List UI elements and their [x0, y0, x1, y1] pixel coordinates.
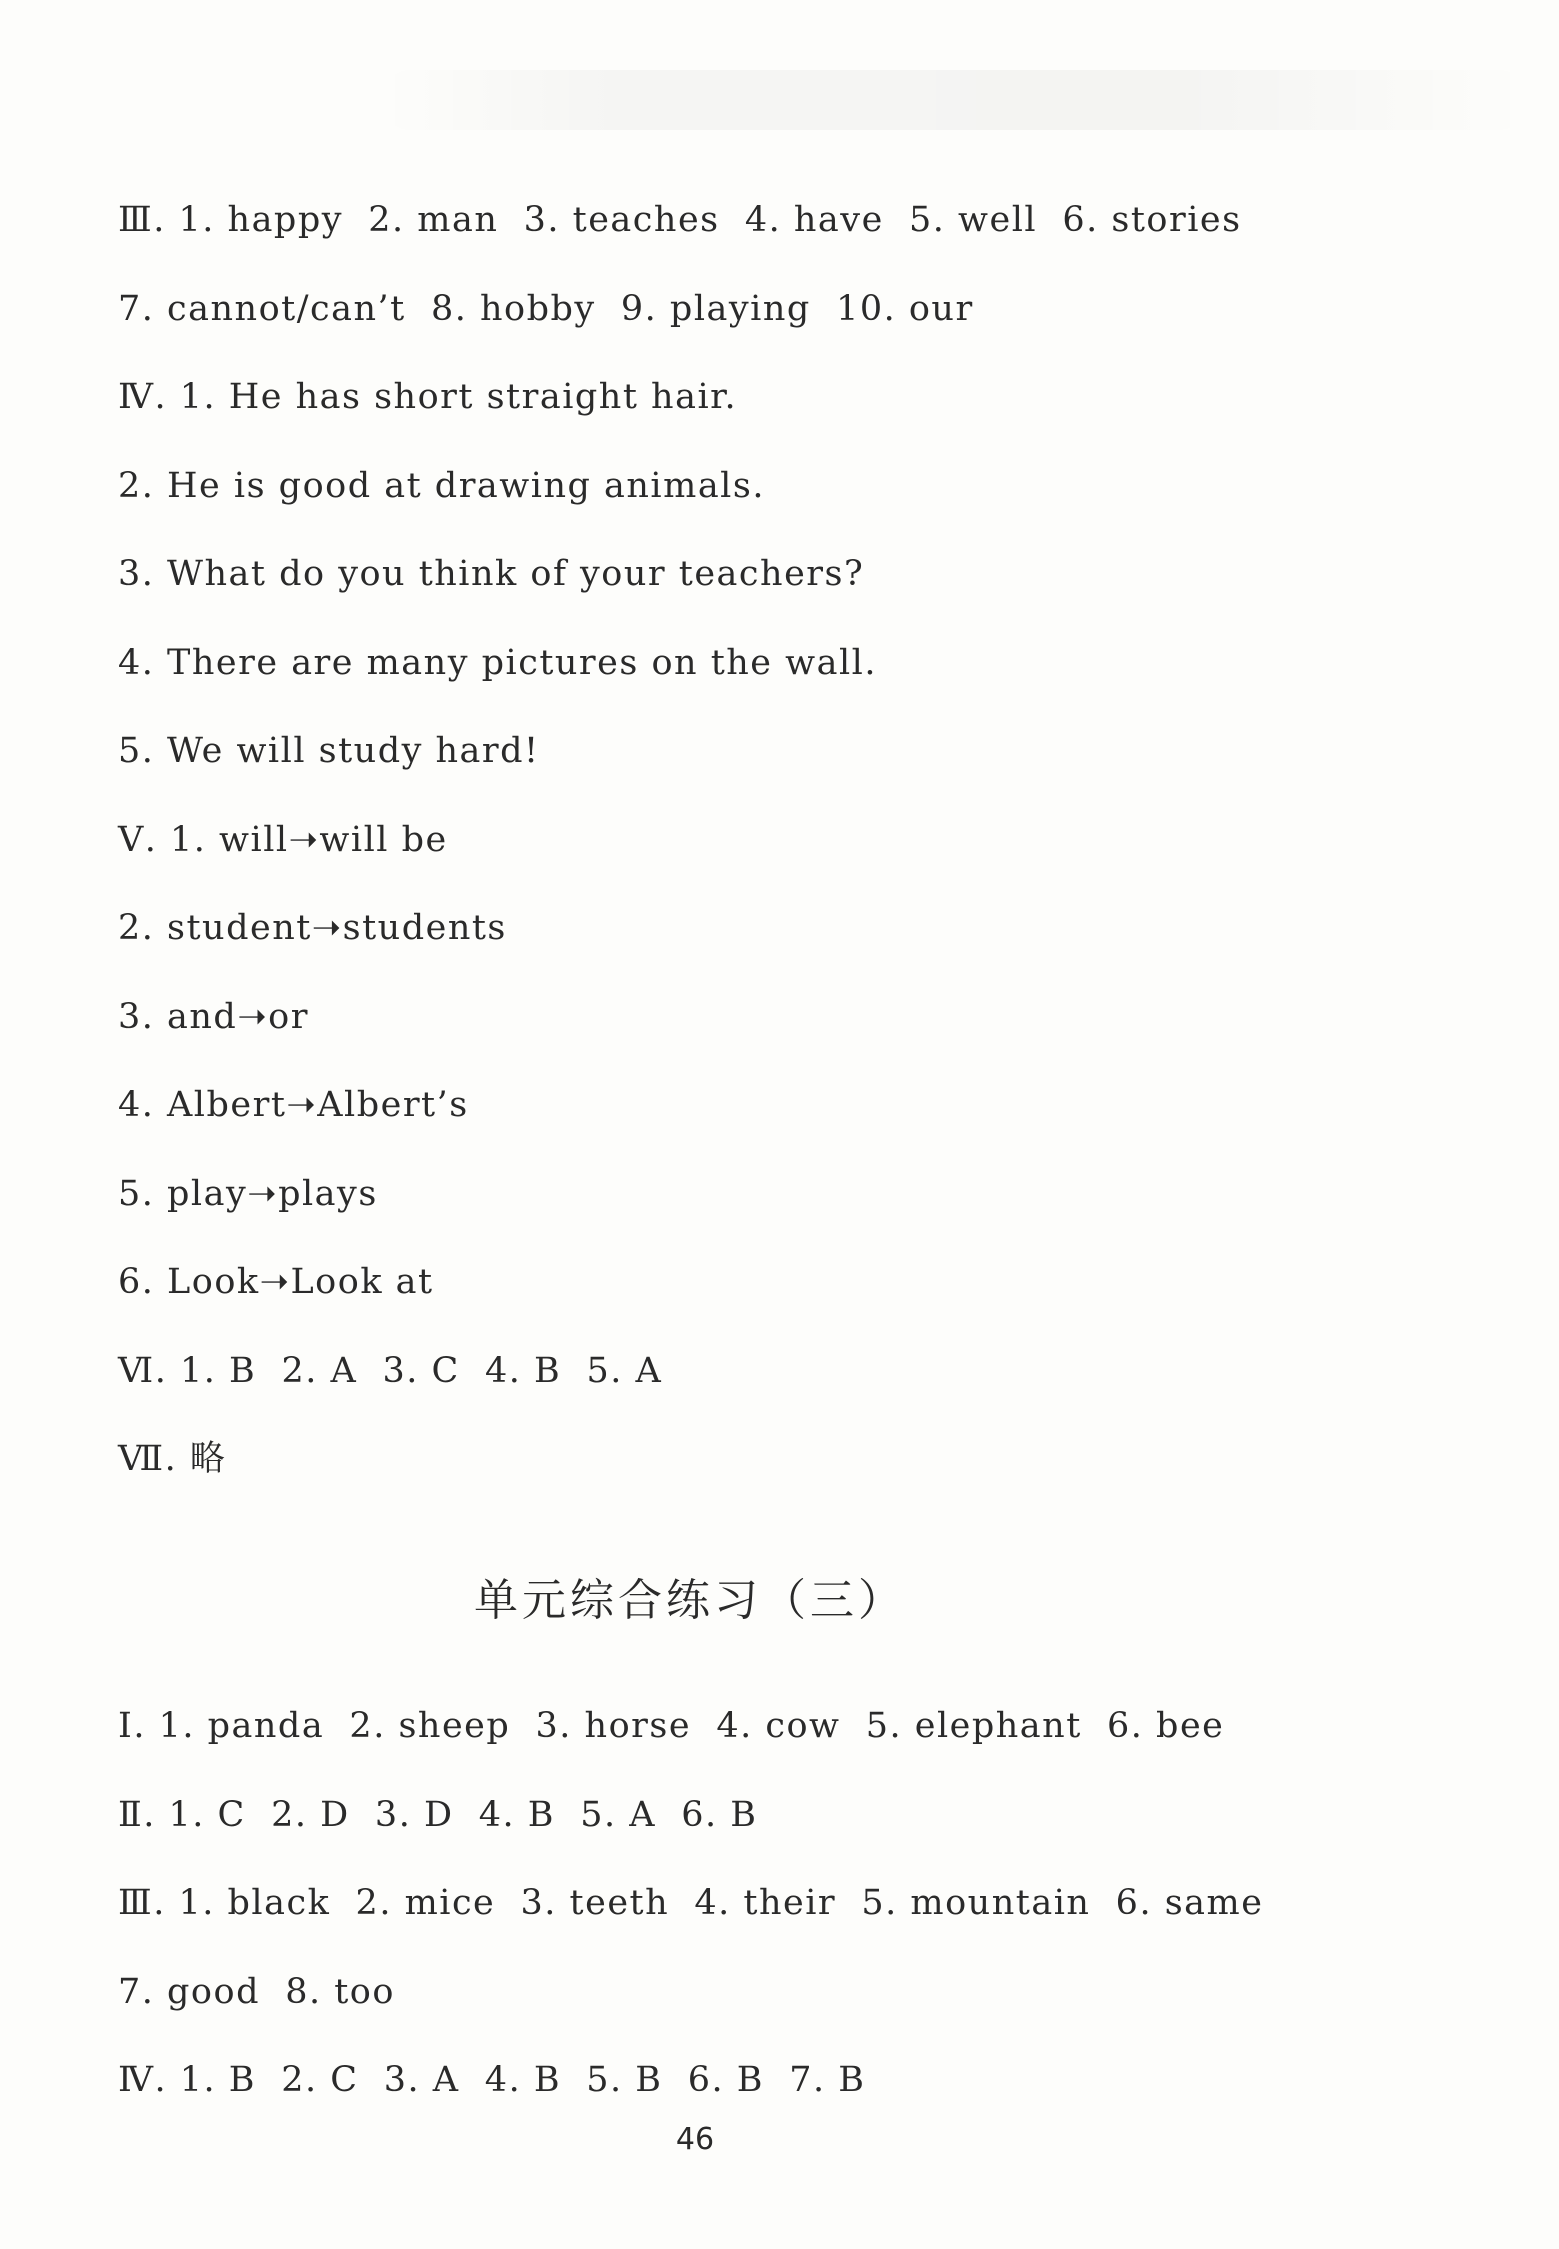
answer-line: 6. Look➝Look at [118, 1262, 434, 1302]
answer-line: Ⅲ. 1. black 2. mice 3. teeth 4. their 5. mountain 6. same [118, 1883, 1264, 1923]
answer-line: 4. Albert➝Albert’s [118, 1085, 469, 1125]
answer-line: 4. There are many pictures on the wall. [118, 643, 877, 683]
answer-line: 3. and➝or [118, 997, 309, 1037]
page-number: 46 [675, 2122, 715, 2157]
answer-line: 7. good 8. too [118, 1972, 395, 2012]
answer-line: Ⅶ. 略 [118, 1439, 227, 1479]
answer-line: 3. What do you think of your teachers? [118, 554, 865, 594]
scan-smudge [380, 70, 1530, 130]
answer-line: 5. We will study hard! [118, 731, 540, 771]
answer-line: Ⅲ. 1. happy 2. man 3. teaches 4. have 5. well 6. stories [118, 200, 1242, 240]
answer-line: Ⅴ. 1. will➝will be [118, 820, 448, 860]
answer-line: Ⅵ. 1. B 2. A 3. C 4. B 5. A [118, 1351, 663, 1391]
answer-line: Ⅳ. 1. B 2. C 3. A 4. B 5. B 6. B 7. B [118, 2060, 866, 2100]
section-title: 单元综合练习（三） [474, 1575, 906, 1626]
answer-line: 2. He is good at drawing animals. [118, 466, 765, 506]
answer-line: Ⅰ. 1. panda 2. sheep 3. horse 4. cow 5. elephant 6. bee [118, 1706, 1225, 1746]
answer-line: Ⅱ. 1. C 2. D 3. D 4. B 5. A 6. B [118, 1795, 758, 1835]
answer-line: 2. student➝students [118, 908, 507, 948]
answer-line: Ⅳ. 1. He has short straight hair. [118, 377, 738, 417]
answer-line: 5. play➝plays [118, 1174, 378, 1214]
answer-line: 7. cannot/can’t 8. hobby 9. playing 10. our [118, 289, 974, 329]
